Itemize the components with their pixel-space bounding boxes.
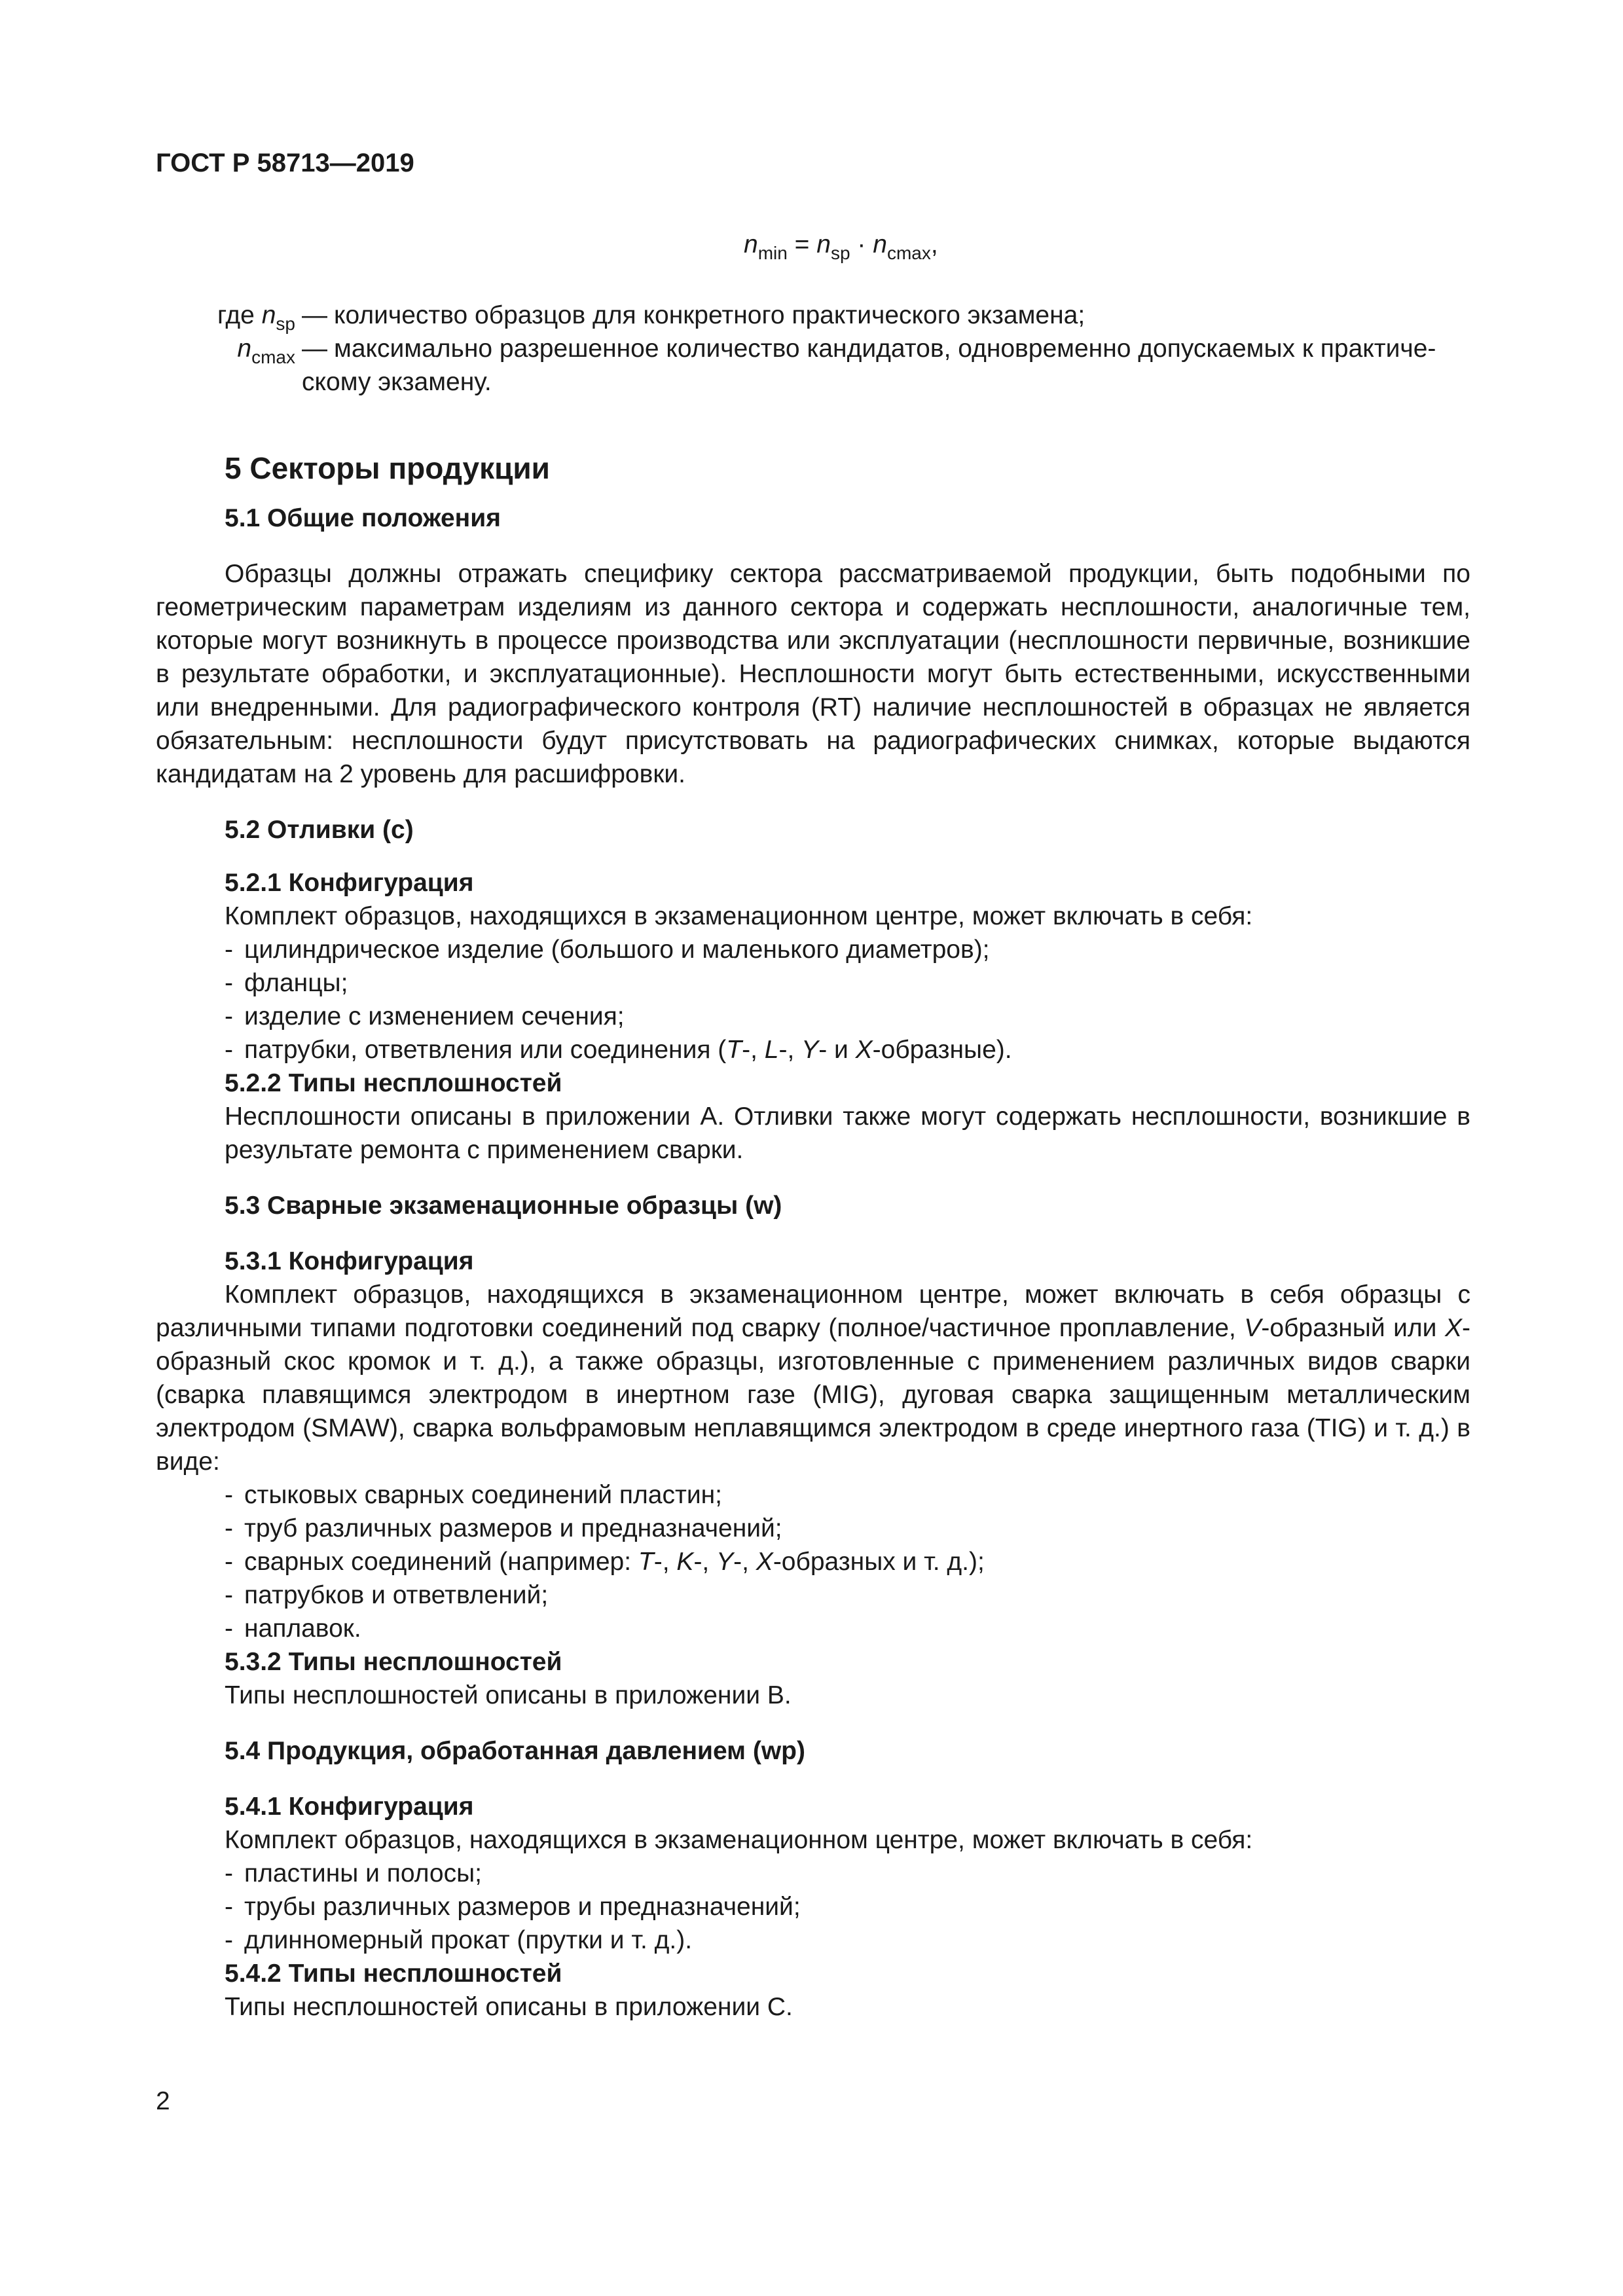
document-header: ГОСТ Р 58713—2019 xyxy=(156,149,414,177)
list-item: - фланцы; xyxy=(225,969,348,997)
paragraph: Комплект образцов, находящихся в экзаменационном центре, может включать в себя образцы с различными типами подготовки соединений под сварку (полное/частичное проплавление, V-образный или X-образный скос кромок и т. д.), а также образцы, изготовленные с применением различных видов сварки (сварка плавящимся электродом в инертном газе (MIG), дуговая сварка защищенным металлическим электродом (SMAW), сварка вольфрамовым неплавящимся электродом в среде инертного газа (TIG) и т. д.) в виде: xyxy=(156,1281,1470,1476)
list-item: - трубы различных размеров и предназначений; xyxy=(225,1893,801,1921)
subsection-heading: 5.3.1 Конфигурация xyxy=(225,1247,474,1275)
subsection-heading: 5.4.1 Конфигурация xyxy=(225,1793,474,1821)
subsection-heading: 5.4 Продукция, обработанная давлением (wp) xyxy=(225,1737,805,1765)
paragraph: Типы несплошностей описаны в приложении В. xyxy=(225,1681,792,1709)
section-heading: 5 Секторы продукции xyxy=(225,451,550,485)
paragraph: Образцы должны отражать специфику сектора рассматриваемой продукции, быть подобными по геометрическим параметрам изделиям из данного сектора и содержать несплошности, аналогичные тем, которые могут возникнуть в процессе производства или эксплуатации (несплошности первичные, возникшие в результате обработки, и эксплуатационные). Несплошности могут быть естественными, искусственными или внедренными. Для радиографического контроля (RT) наличие несплошностей в образцах не является обязательным: несплошности будут присутствовать на радиографических снимках, которые выдаются кандидатам на 2 уровень для расшифровки. xyxy=(156,560,1470,788)
paragraph: Типы несплошностей описаны в приложении С. xyxy=(225,1993,793,2021)
subsection-heading: 5.2.1 Конфигурация xyxy=(225,869,474,897)
page-number: 2 xyxy=(156,2087,170,2115)
list-item: - изделие с изменением сечения; xyxy=(225,1002,625,1030)
paragraph: Комплект образцов, находящихся в экзаменационном центре, может включать в себя: xyxy=(225,902,1253,930)
list-item: - цилиндрическое изделие (большого и маленького диаметров); xyxy=(225,936,990,964)
subsection-heading: 5.3.2 Типы несплошностей xyxy=(225,1648,562,1676)
list-item: - сварных соединений (например: T-, K-, Y-, X-образных и т. д.); xyxy=(225,1548,985,1576)
list-item: - пластины и полосы; xyxy=(225,1859,482,1887)
list-item: - стыковых сварных соединений пластин; xyxy=(225,1481,722,1509)
subsection-heading: 5.2 Отливки (с) xyxy=(225,816,414,844)
list-item: - длинномерный прокат (прутки и т. д.). xyxy=(225,1926,693,1954)
paragraph: Несплошности описаны в приложении А. Отливки также могут содержать несплошности, возникшие в результате ремонта с применением сварки. xyxy=(225,1102,1470,1164)
definition-row: где $n_{sp}$ — количество образцов для конкретного практического экзамена; xyxy=(217,301,1085,334)
subsection-heading: 5.1 Общие положения xyxy=(225,504,501,532)
list-item: - патрубков и ответвлений; xyxy=(225,1581,549,1609)
formula-definitions xyxy=(156,299,1470,399)
list-item: - патрубки, ответвления или соединения (T-, L-, Y- и X-образные). xyxy=(225,1036,1012,1064)
paragraph: Комплект образцов, находящихся в экзаменационном центре, может включать в себя: xyxy=(225,1826,1253,1854)
subsection-heading: 5.4.2 Типы несплошностей xyxy=(225,1959,562,1988)
document-body xyxy=(156,449,1470,2024)
list-item: - наплавок. xyxy=(225,1614,361,1643)
subsection-heading: 5.2.2 Типы несплошностей xyxy=(225,1069,562,1097)
definition-row: $n_{cmax}$ — максимально разрешенное количество кандидатов, одновременно допускаемых к практическому экзамену. xyxy=(237,335,1436,396)
list-item: - труб различных размеров и предназначений; xyxy=(225,1514,782,1542)
subsection-heading: 5.3 Сварные экзаменационные образцы (w) xyxy=(225,1192,782,1220)
formula: $n_{min} = n_{sp} \cdot n_{cmax}$, xyxy=(744,230,938,263)
